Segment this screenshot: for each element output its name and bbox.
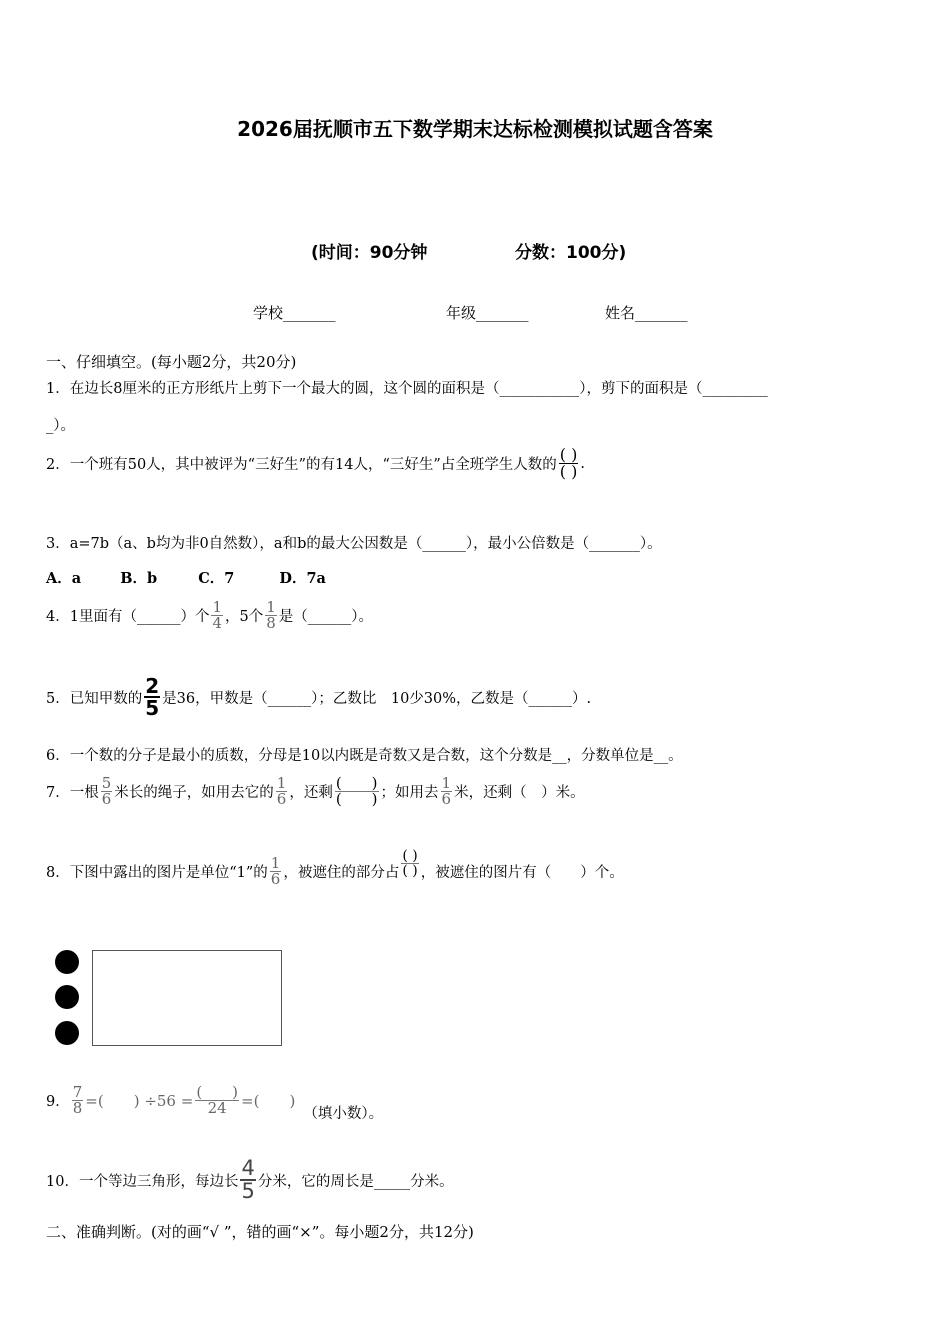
q9-blank-den: 24 xyxy=(207,1099,227,1117)
q7-fraction-3 xyxy=(441,776,453,807)
q4-fraction-2 xyxy=(265,600,277,631)
q2-num: ( ) xyxy=(559,445,578,464)
q8-blank-den: ( ) xyxy=(402,863,418,879)
q2-text: 2．一个班有50人，其中被评为“三好生”的有14人，“三好生”占全班学生人数的 xyxy=(46,457,557,473)
q7-f2-num: 1 xyxy=(276,774,287,792)
q3-options xyxy=(46,567,326,588)
exam-score: 分数：100分) xyxy=(515,243,627,263)
q5-num: 2 xyxy=(145,674,160,698)
q4-part-c: 是（______）。 xyxy=(278,609,374,625)
q7-blank-num: ( ) xyxy=(335,774,378,792)
q8-num: 1 xyxy=(270,854,281,872)
school-field: 学校_______ xyxy=(253,304,336,322)
q4-f1-den: 4 xyxy=(212,614,222,632)
q5-den: 5 xyxy=(145,696,160,720)
q9-num: 7 xyxy=(72,1083,83,1101)
dot-3 xyxy=(55,1021,79,1045)
q8-part-a: 8．下图中露出的图片是单位“1”的 xyxy=(46,865,268,881)
q7-part-e: 米，还剩（ ）米。 xyxy=(454,785,585,801)
q9-part-d: （填小数）。 xyxy=(303,1106,384,1122)
question-9 xyxy=(46,1078,383,1123)
q7-f3-num: 1 xyxy=(441,774,452,792)
question-6: 6．一个数的分子是最小的质数，分母是10以内既是奇数又是合数，这个分数是__，分数单位是__。 xyxy=(46,748,683,764)
q9-part-c: =( ) xyxy=(241,1092,296,1110)
q7-blank-den: ( ) xyxy=(335,790,378,808)
q3-option-a: A．a xyxy=(46,570,82,587)
q3-option-c: C．7 xyxy=(198,570,235,587)
q5-fraction xyxy=(144,676,160,718)
q4-f2-den: 8 xyxy=(266,614,276,632)
q4-part-b: ，5个 xyxy=(225,609,264,625)
q8-fraction xyxy=(270,856,282,887)
dot-1 xyxy=(55,950,79,974)
q2-fraction xyxy=(559,447,579,480)
q10-part-a: 10．一个等边三角形，每边长 xyxy=(46,1173,239,1190)
dot-2 xyxy=(55,985,79,1009)
question-8 xyxy=(46,848,624,888)
q8-part-c: ，被遮住的图片有（ ）个。 xyxy=(420,865,624,881)
q7-part-b: 米长的绳子，如用去它的 xyxy=(114,785,274,801)
q7-f1-den: 6 xyxy=(101,790,112,808)
section-1-heading: 一、仔细填空。(每小题2分，共20分) xyxy=(46,353,297,371)
question-10 xyxy=(46,1158,454,1202)
covered-picture-box xyxy=(92,950,282,1046)
exam-time: (时间：90分钟 xyxy=(311,243,428,263)
q4-part-a: 4．1里面有（______）个 xyxy=(46,609,210,625)
q7-part-a: 7．一根 xyxy=(46,785,99,801)
q9-part-a: 9． xyxy=(46,1094,70,1110)
q9-blank-num: ( ) xyxy=(196,1083,239,1101)
question-5 xyxy=(46,676,591,718)
question-7 xyxy=(46,776,585,807)
q7-fraction-1 xyxy=(101,776,113,807)
q8-blank-fraction xyxy=(401,849,418,878)
question-4 xyxy=(46,600,373,631)
q10-fraction xyxy=(240,1158,255,1202)
q7-blank-fraction xyxy=(335,776,379,807)
question-1-cont: _）。 xyxy=(46,418,75,434)
q9-part-b: =( ) ÷56 = xyxy=(85,1092,194,1110)
q2-den: ( ) xyxy=(559,462,578,481)
q8-blank-num: ( ) xyxy=(402,848,418,864)
q5-part-b: 是36，甲数是（______）；乙数比 10少30%，乙数是（______）. xyxy=(162,690,592,707)
q4-f2-num: 1 xyxy=(266,598,276,616)
q10-part-b: 分米，它的周长是_____分米。 xyxy=(257,1173,454,1190)
q10-den: 5 xyxy=(241,1179,255,1203)
q7-part-d: ；如用去 xyxy=(380,785,439,801)
q7-f1-num: 5 xyxy=(101,774,112,792)
question-2 xyxy=(46,447,585,480)
q10-num: 4 xyxy=(241,1156,255,1180)
q7-fraction-2 xyxy=(276,776,288,807)
q7-f2-den: 6 xyxy=(276,790,287,808)
section-2-heading: 二、准确判断。(对的画“√ ”，错的画“×”。每小题2分，共12分) xyxy=(46,1223,474,1241)
q4-fraction-1 xyxy=(211,600,223,631)
q8-den: 6 xyxy=(270,870,281,888)
q9-blank-fraction xyxy=(195,1085,239,1116)
q9-den: 8 xyxy=(72,1099,83,1117)
page-title: 2026届抚顺市五下数学期末达标检测模拟试题含答案 xyxy=(237,117,713,141)
q7-f3-den: 6 xyxy=(441,790,452,808)
q4-f1-num: 1 xyxy=(212,598,222,616)
q2-end: . xyxy=(580,455,585,472)
q3-option-b: B．b xyxy=(120,570,158,587)
grade-field: 年级_______ xyxy=(446,304,529,322)
q5-part-a: 5．已知甲数的 xyxy=(46,690,143,707)
q9-fraction xyxy=(72,1085,84,1116)
q8-part-b: ，被遮住的部分占 xyxy=(283,865,400,881)
name-field: 姓名_______ xyxy=(605,304,688,322)
question-3: 3．a=7b（a、b均为非0自然数），a和b的最大公因数是（______），最小公倍数是（_______）。 xyxy=(46,536,662,552)
q3-option-d: D．7a xyxy=(279,570,326,587)
question-1: 1．在边长8厘米的正方形纸片上剪下一个最大的圆，这个圆的面积是（___________），剪下的面积是（_________ xyxy=(46,381,768,397)
q7-part-c: ，还剩 xyxy=(289,785,333,801)
